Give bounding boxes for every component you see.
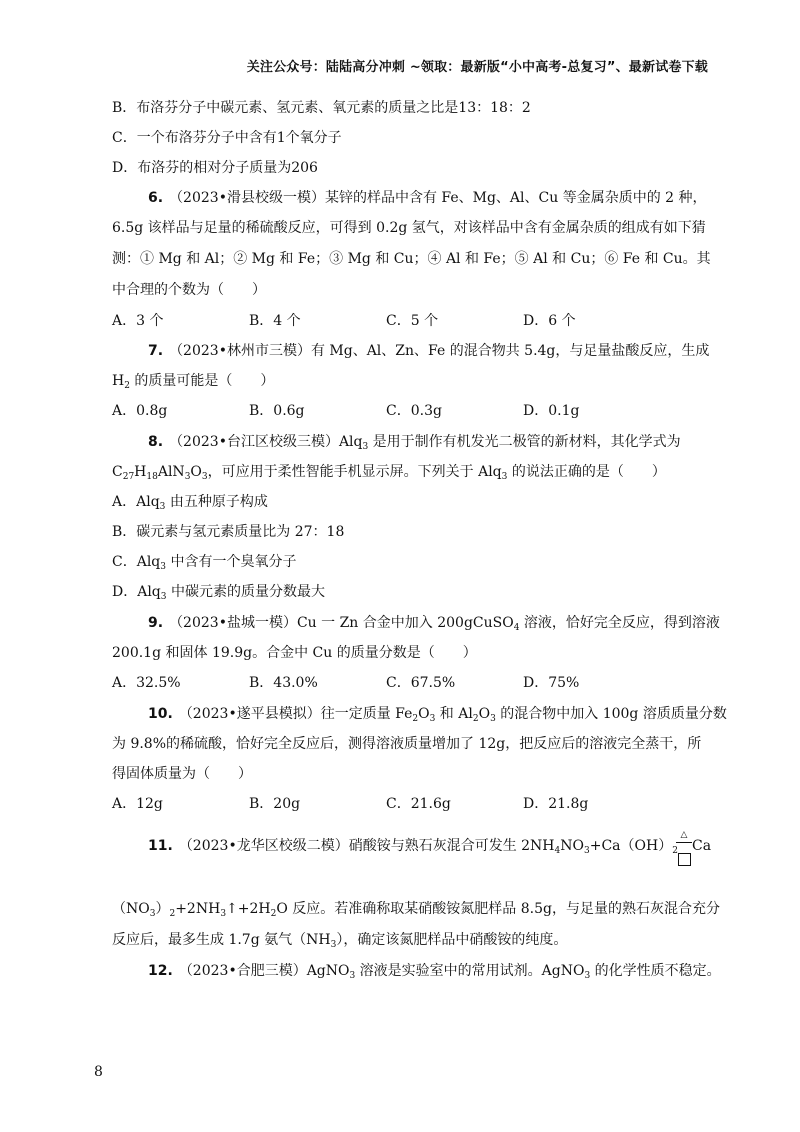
question-7-line-1: 7. （2023•林州市三模）有 Mg、Al、Zn、Fe 的混合物共 5.4g，与足量盐酸反应，生成	[148, 343, 710, 359]
equals-bar	[676, 842, 692, 843]
option-a: A．32.5%	[112, 675, 181, 691]
question-9-line-1: 9. （2023•盐城一模）Cu 一 Zn 合金中加入 200gCuSO$_4$ 溶液，恰好完全反应，得到溶液	[148, 615, 720, 633]
option-c: C．21.6g	[386, 796, 451, 812]
heat-symbol: △	[680, 830, 688, 840]
question-8-option-d: D．Alq$_3$ 中碳元素的质量分数最大	[112, 584, 325, 602]
question-number: 11.	[148, 838, 173, 854]
question-9-options	[112, 673, 660, 693]
question-10-options	[112, 794, 660, 814]
question-12-line-1: 12. （2023•合肥三模）AgNO$_3$ 溶液是实验室中的常用试剂。AgNO$_3$ 的化学性质不稳定。	[148, 963, 721, 981]
option-d: D．0.1g	[523, 403, 580, 419]
option-b: B．43.0%	[249, 675, 318, 691]
question-number: 9.	[148, 615, 164, 631]
question-11-product-start: Ca	[692, 838, 712, 854]
question-number: 6.	[148, 190, 164, 206]
reaction-condition	[676, 830, 692, 870]
placeholder-box-icon	[678, 853, 691, 866]
question-11-line-1: 11. （2023•龙华区校级二模）硝酸铵与熟石灰混合可发生 $2NH_4NO_3+Ca(OH)_2$	[148, 838, 678, 856]
page-number: 8	[94, 1064, 103, 1080]
option-b: B．0.6g	[249, 403, 305, 419]
question-6-line-3: 测：① Mg 和 Al；② Mg 和 Fe；③ Mg 和 Cu；④ Al 和 Fe；⑤ Al 和 Cu；⑥ Fe 和 Cu。其	[112, 251, 711, 267]
page-header: 关注公众号：陆陆高分冲刺 ~领取：最新版“小中高考-总复习”、最新试卷下载	[246, 60, 708, 75]
option-d-q5: D．布洛芬的相对分子质量为206	[112, 160, 318, 176]
question-8-line-1: 8. （2023•台江区校级三模）Alq$_3$ 是用于制作有机发光二极管的新材料，其化学式为	[148, 434, 681, 452]
option-b: B．20g	[249, 796, 301, 812]
question-number: 10.	[148, 706, 173, 722]
question-number: 12.	[148, 963, 173, 979]
question-number: 8.	[148, 434, 164, 450]
option-c: C．0.3g	[386, 403, 442, 419]
question-10-line-2: 为 9.8%的稀硫酸，恰好完全反应后，测得溶液质量增加了 12g，把反应后的溶液完全蒸干，所	[112, 736, 702, 752]
option-a: A．0.8g	[112, 403, 168, 419]
question-6-line-4: 中合理的个数为（ ）	[112, 282, 266, 298]
option-c-q5: C．一个布洛芬分子中含有1个氧分子	[112, 130, 342, 146]
question-number: 7.	[148, 343, 164, 359]
option-c: C．67.5%	[386, 675, 456, 691]
question-8-option-c: C．Alq$_3$ 中含有一个臭氧分子	[112, 554, 297, 572]
question-6-options	[112, 311, 660, 331]
option-b-q5: B．布洛芬分子中碳元素、氢元素、氧元素的质量之比是13：18：2	[112, 100, 531, 116]
question-8-line-2: $C_{27}H_{18}AlN_3O_3$，可应用于柔性智能手机显示屏。下列关于 Alq$_3$ 的说法正确的是（ ）	[112, 464, 666, 482]
option-d: D．75%	[523, 675, 580, 691]
question-7-options	[112, 401, 660, 421]
option-a: A．12g	[112, 796, 163, 812]
option-c: C．5 个	[386, 313, 439, 329]
option-a: A．3 个	[112, 313, 164, 329]
question-6-line-2: 6.5g 该样品与足量的稀硫酸反应，可得到 0.2g 氢气，对该样品中含有金属杂质的组成有如下猜	[112, 220, 706, 236]
question-11-line-3: 反应后，最多生成 1.7g 氨气$(NH_3)$，确定该氮肥样品中硝酸铵的纯度。	[112, 932, 568, 950]
question-6-line-1: 6. （2023•滑县校级一模）某锌的样品中含有 Fe、Mg、Al、Cu 等金属杂质中的 2 种，	[148, 190, 707, 206]
question-10-line-3: 得固体质量为（ ）	[112, 766, 252, 782]
option-d: D．6 个	[523, 313, 576, 329]
question-8-option-a: A．Alq$_3$ 由五种原子构成	[112, 494, 268, 512]
question-9-line-2: 200.1g 和固体 19.9g。合金中 Cu 的质量分数是（ ）	[112, 645, 477, 661]
question-7-line-2: $H_2$ 的质量可能是（ ）	[112, 373, 275, 391]
question-10-line-1: 10. （2023•遂平县模拟）往一定质量 $Fe_2O_3$ 和 $Al_2O_3$ 的混合物中加入 100g 溶质质量分数	[148, 706, 727, 724]
option-d: D．21.8g	[523, 796, 589, 812]
question-8-option-b: B．碳元素与氢元素质量比为 27：18	[112, 524, 345, 540]
question-11-line-2: $(NO_3)_2+2NH_3↑+2H_2O$ 反应。若准确称取某硝酸铵氮肥样品 8.5g，与足量的熟石灰混合充分	[112, 901, 720, 919]
chemical-formula: $C_{27}H_{18}AlN_3O_3$	[112, 464, 208, 482]
option-b: B．4 个	[249, 313, 301, 329]
